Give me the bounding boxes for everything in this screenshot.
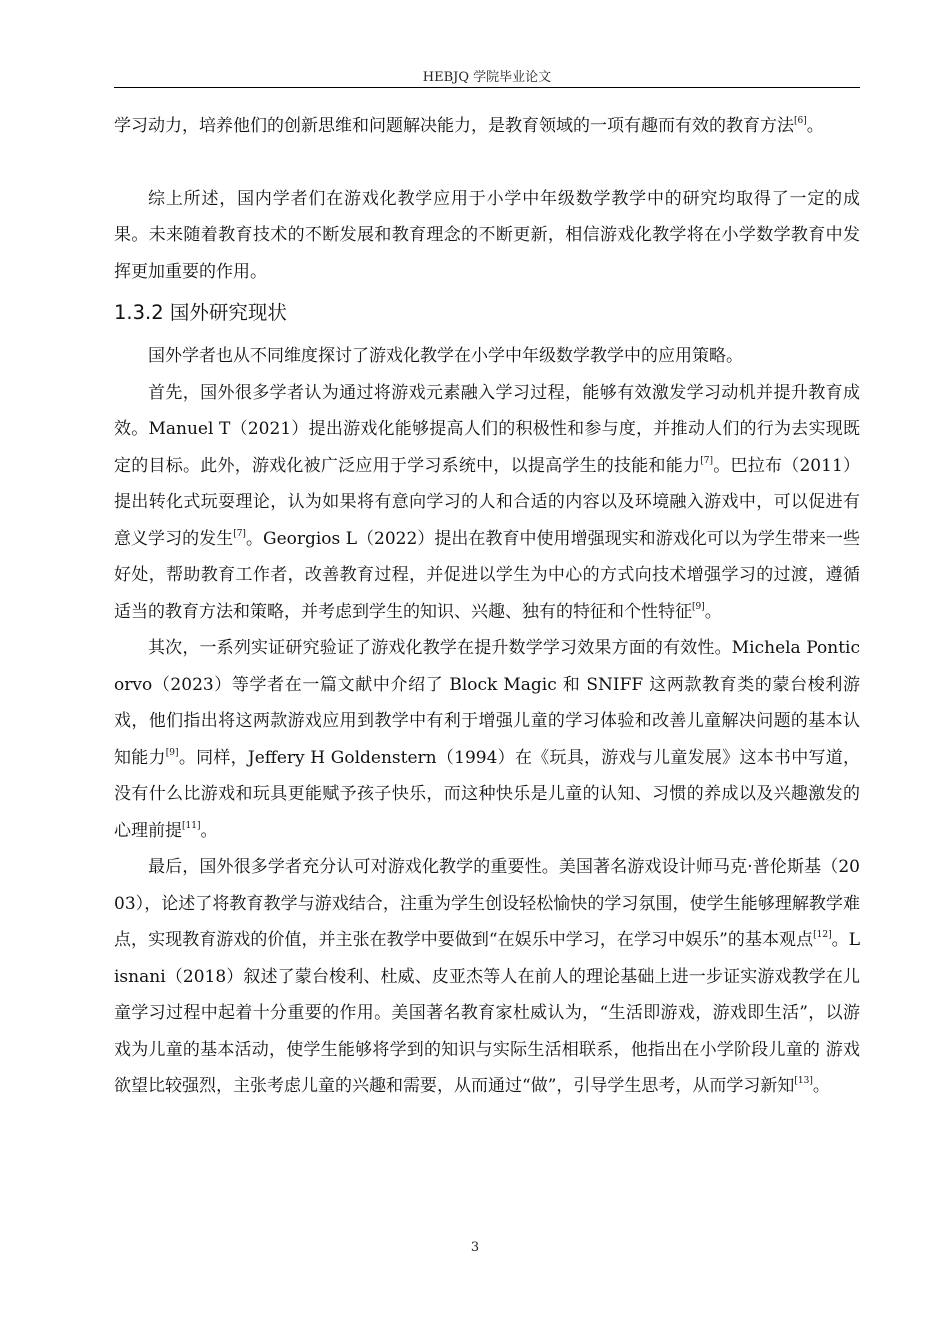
paragraph-text: 。Lisnani（2018）叙述了蒙台梭利、杜威、皮亚杰等人在前人的理论基础上进一步证实游戏教学在儿童学习过程中起着十分重要的作用。美国著名教育家杜威认为，“生活即游戏，游戏即生活”，以游戏为儿童的基本活动，使学生能够将学到的知识与实际生活相联系，他指出在小学阶段儿童的 游戏欲望比较强烈，主张考虑儿童的兴趣和需要，从而通过“做”，引导学生思考，从而学习新知 xyxy=(114,930,860,1096)
citation: [6] xyxy=(794,116,807,126)
paragraph-text: 学习动力，培养他们的创新思维和问题解决能力，是教育领域的一项有趣而有效的教育方法 xyxy=(114,116,794,136)
paragraph-last xyxy=(114,849,860,1105)
section-heading: 1.3.2 国外研究现状 xyxy=(114,301,287,324)
citation: [7] xyxy=(700,455,714,466)
citation: [11] xyxy=(182,820,201,831)
paragraph-intro: 国外学者也从不同维度探讨了游戏化教学在小学中年级数学教学中的应用策略。 xyxy=(148,346,743,366)
paragraph-gap xyxy=(114,145,860,181)
citation: [7] xyxy=(233,528,246,539)
paragraph-continued xyxy=(114,108,860,145)
period: 。 xyxy=(812,1076,830,1096)
period: 。 xyxy=(704,601,722,622)
citation: [9] xyxy=(692,601,705,612)
paragraph-text: 首先，国外很多学者认为通过将游戏元素融入学习过程，能够有效激发学习动机并提升教育成效。Manuel T（2021）提出游戏化能够提高人们的积极性和参与度，并推动人们的行为去实现既定的目标。此外，游戏化被广泛应用于学习系统中，以提高学生的技能和能力 xyxy=(114,382,860,476)
paragraph-text: 其次，一系列实证研究验证了游戏化教学在提升数学学习效果方面的有效性。Michela Ponticorvo（2023）等学者在一篇文献中介绍了 Block Magic 和 SNIFF 这两款教育类的蒙台梭利游戏，他们指出将这两款游戏应用到教学中有利于增强儿童的学习体验和改善儿童解决问题的基本认知能力 xyxy=(114,638,860,768)
page-number: 3 xyxy=(470,1240,480,1255)
citation: [13] xyxy=(794,1076,813,1086)
page-body xyxy=(114,108,860,1105)
header-rule xyxy=(114,87,860,88)
page-header: HEBJQ 学院毕业论文 xyxy=(422,70,552,85)
citation: [9] xyxy=(165,747,179,758)
paragraph-text: 。同样，Jeffery H Goldenstern（1994）在《玩具，游戏与儿童发展》这本书中写道，没有什么比游戏和玩具更能赋予孩子快乐，而这种快乐是儿童的认知、习惯的养成以及兴趣激发的心理前提 xyxy=(114,747,860,841)
paragraph-text: 。Georgios L（2022）提出在教育中使用增强现实和游戏化可以为学生带来一些好处，帮助教育工作者，改善教育过程，并促进以学生为中心的方式向技术增强学习的过渡，遵循适当的教育方法和策略，并考虑到学生的知识、兴趣、独有的特征和个性特征 xyxy=(114,528,860,622)
paragraph-summary: 综上所述，国内学者们在游戏化教学应用于小学中年级数学教学中的研究均取得了一定的成果。未来随着教育技术的不断发展和教育理念的不断更新，相信游戏化教学将在小学数学教育中发挥更加重要的作用。 xyxy=(114,188,860,282)
period: 。 xyxy=(200,820,218,841)
paragraph-text: 最后，国外很多学者充分认可对游戏化教学的重要性。美国著名游戏设计师马克·普伦斯基（2003），论述了将教育教学与游戏结合，注重为学生创设轻松愉快的学习氛围，使学生能够理解教学难点，实现教育游戏的价值，并主张在教学中要做到“在娱乐中学习，在学习中娱乐”的基本观点 xyxy=(114,857,860,950)
paragraph-text: 。巴拉布（2011）提出转化式玩耍理论，认为如果将有意向学习的人和合适的内容以及环境融入游戏中，可以促进有意义学习的发生 xyxy=(114,455,860,549)
citation: [12] xyxy=(813,930,832,940)
paragraph-first xyxy=(114,375,860,631)
period: 。 xyxy=(806,116,824,136)
paragraph-second xyxy=(114,630,860,849)
